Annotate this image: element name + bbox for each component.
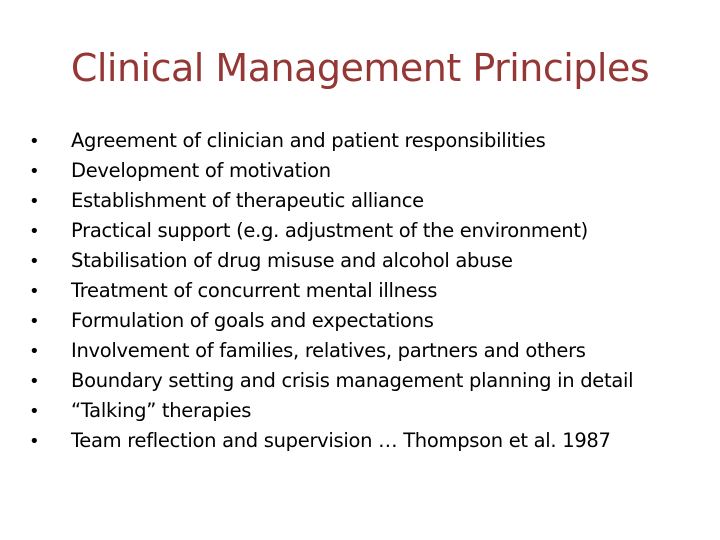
list-item [29, 426, 689, 456]
list-item [29, 396, 689, 426]
bullet-icon: • [29, 431, 40, 452]
bullet-icon: • [29, 191, 40, 212]
list-item-text: Boundary setting and crisis management planning in detail [71, 369, 634, 392]
bullet-icon: • [29, 131, 40, 152]
bullet-icon: • [29, 371, 40, 392]
list-item-text: Team reflection and supervision … Thompson et al. 1987 [71, 429, 611, 452]
bullet-icon: • [29, 251, 40, 272]
list-item [29, 126, 689, 156]
bullet-icon: • [29, 221, 40, 242]
list-item [29, 186, 689, 216]
bullet-list [29, 126, 689, 456]
list-item-text: Establishment of therapeutic alliance [71, 189, 424, 212]
list-item-text: Stabilisation of drug misuse and alcohol abuse [71, 249, 513, 272]
list-item [29, 216, 689, 246]
slide-title: Clinical Management Principles [70, 46, 650, 90]
list-item [29, 336, 689, 366]
bullet-icon: • [29, 401, 40, 422]
list-item [29, 156, 689, 186]
bullet-icon: • [29, 281, 40, 302]
list-item-text: Involvement of families, relatives, partners and others [71, 339, 586, 362]
list-item [29, 366, 689, 396]
list-item-text: Formulation of goals and expectations [71, 309, 434, 332]
list-item-text: Practical support (e.g. adjustment of the environment) [71, 219, 588, 242]
list-item [29, 246, 689, 276]
list-item-text: Development of motivation [71, 159, 331, 182]
list-item [29, 306, 689, 336]
list-item [29, 276, 689, 306]
bullet-icon: • [29, 161, 40, 182]
list-item-text: Treatment of concurrent mental illness [71, 279, 438, 302]
list-item-text: “Talking” therapies [71, 399, 252, 422]
list-item-text: Agreement of clinician and patient responsibilities [71, 129, 546, 152]
bullet-icon: • [29, 311, 40, 332]
bullet-icon: • [29, 341, 40, 362]
